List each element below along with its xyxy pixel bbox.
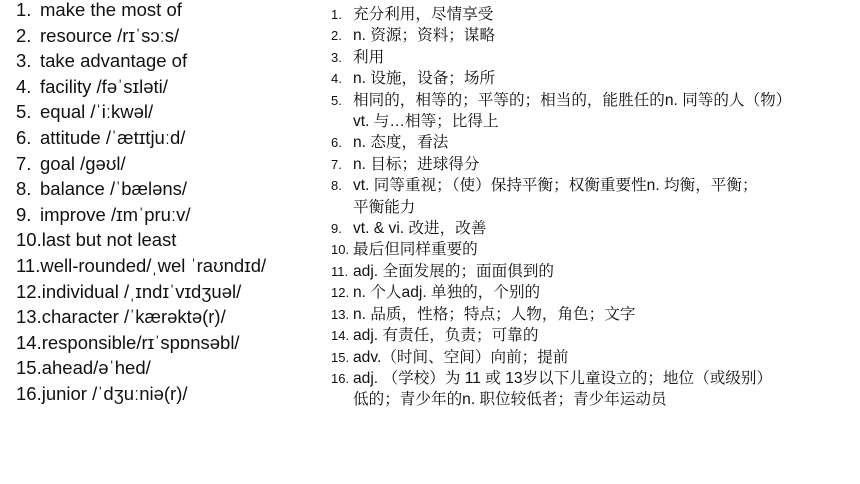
term-number: 5. <box>16 101 32 123</box>
term-text: goal /gəʊl/ <box>40 152 126 174</box>
term-text: last but not least <box>41 229 177 251</box>
term-number: 1. <box>16 0 32 20</box>
definition-item <box>331 261 856 282</box>
definition-item <box>331 239 856 260</box>
term-number: 10. <box>16 229 42 251</box>
definition-text: 充分利用，尽情享受 <box>353 6 494 23</box>
term-text: balance /ˈbæləns/ <box>40 178 188 200</box>
definition-item <box>331 347 856 368</box>
definition-text: adj. 有责任，负责；可靠的 <box>353 327 539 345</box>
definition-number: 12. <box>331 285 350 301</box>
term-item <box>16 23 326 49</box>
definition-number: 7. <box>331 156 342 172</box>
term-text: make the most of <box>40 0 182 20</box>
definition-text: n. 态度，看法 <box>353 134 449 152</box>
term-number: 13. <box>16 306 42 328</box>
term-number: 12. <box>16 280 42 302</box>
definition-item <box>331 175 856 218</box>
term-text: ahead/əˈhed/ <box>41 357 151 379</box>
term-item <box>16 227 326 253</box>
definition-number: 4. <box>331 71 342 87</box>
definition-item <box>331 25 856 46</box>
definition-item <box>331 132 856 153</box>
definition-number: 5. <box>331 92 342 108</box>
definition-text-continued: vt. 与…相等；比得上 <box>353 113 499 131</box>
definition-list <box>331 4 856 411</box>
term-text: take advantage of <box>40 50 188 72</box>
term-number: 7. <box>16 152 32 174</box>
term-text: character /ˈkærəktə(r)/ <box>41 306 226 328</box>
term-number: 3. <box>16 50 32 72</box>
definition-text: n. 目标；进球得分 <box>353 155 480 173</box>
definition-item <box>331 282 856 303</box>
definition-text: vt. & vi. 改进，改善 <box>353 220 487 238</box>
definition-number: 10. <box>331 242 350 258</box>
definition-number: 3. <box>331 49 342 65</box>
term-item <box>16 99 326 125</box>
term-item <box>16 125 326 151</box>
definition-item <box>331 218 856 239</box>
term-item <box>16 176 326 202</box>
definition-number: 6. <box>331 135 342 151</box>
term-item <box>16 0 326 23</box>
definition-text: vt. 同等重视；（使）保持平衡；权衡重要性n. 均衡，平衡； <box>353 177 758 195</box>
term-text: responsible/rɪˈspɒnsəbl/ <box>41 331 240 353</box>
term-item <box>16 304 326 330</box>
term-item <box>16 253 326 279</box>
definition-text: n. 个人adj. 单独的，个别的 <box>353 284 541 302</box>
definition-text: 最后但同样重要的 <box>353 241 478 259</box>
definition-number: 9. <box>331 221 342 237</box>
term-item <box>16 330 326 356</box>
definition-text-continued: 平衡能力 <box>353 198 416 216</box>
definition-text: adj. 全面发展的；面面俱到的 <box>353 262 555 280</box>
term-item <box>16 151 326 177</box>
term-text: improve /ɪmˈpruːv/ <box>40 203 191 225</box>
definition-text: adj. （学校）为 11 或 13岁以下儿童设立的；地位（或级别） <box>353 369 773 387</box>
definition-text-continued: 低的；青少年的n. 职位较低者；青少年运动员 <box>353 391 667 409</box>
term-number: 15. <box>16 357 42 379</box>
definition-number: 2. <box>331 28 342 44</box>
definition-number: 1. <box>331 7 342 22</box>
term-item <box>16 381 326 407</box>
definition-item <box>331 4 856 25</box>
term-text: attitude /ˈætɪtjuːd/ <box>40 126 186 148</box>
definition-text: adv.（时间、空间）向前；提前 <box>353 348 569 366</box>
definition-number: 13. <box>331 306 350 322</box>
term-item <box>16 355 326 381</box>
definition-number: 8. <box>331 178 342 194</box>
term-number: 8. <box>16 178 32 200</box>
definition-text: n. 品质，性格；特点；人物，角色；文字 <box>353 305 636 323</box>
definition-number: 15. <box>331 349 350 365</box>
term-text: junior /ˈdʒuːniə(r)/ <box>41 382 188 404</box>
definition-number: 14. <box>331 328 350 344</box>
term-item <box>16 279 326 305</box>
term-item <box>16 48 326 74</box>
definition-text: 相同的，相等的；平等的；相当的，能胜任的n. 同等的人（物） <box>353 91 792 109</box>
term-item <box>16 74 326 100</box>
term-number: 9. <box>16 203 32 225</box>
term-text: equal /ˈiːkwəl/ <box>40 101 154 123</box>
term-item <box>16 202 326 228</box>
definition-item <box>331 90 856 133</box>
term-number: 11. <box>16 254 41 276</box>
definition-item <box>331 325 856 346</box>
definition-text: 利用 <box>353 48 385 66</box>
term-number: 16. <box>16 382 42 404</box>
term-text: well-rounded/ˌwel ˈraʊndɪd/ <box>40 254 267 276</box>
definition-item <box>331 68 856 89</box>
term-number: 2. <box>16 24 32 46</box>
term-number: 14. <box>16 331 42 353</box>
vocabulary-term-list <box>16 0 326 407</box>
definition-text: n. 资源；资料；谋略 <box>353 27 496 45</box>
definition-number: 16. <box>331 370 350 386</box>
definition-number: 11. <box>331 263 349 279</box>
definition-text: n. 设施，设备；场所 <box>353 70 496 88</box>
definition-item <box>331 304 856 325</box>
term-text: individual /ˌɪndɪˈvɪdʒuəl/ <box>41 280 242 302</box>
term-number: 4. <box>16 75 32 97</box>
definition-item <box>331 154 856 175</box>
definition-item <box>331 47 856 68</box>
term-text: resource /rɪˈsɔːs/ <box>40 24 180 46</box>
definition-item <box>331 368 856 411</box>
term-text: facility /fəˈsɪləti/ <box>40 75 168 97</box>
term-number: 6. <box>16 126 32 148</box>
